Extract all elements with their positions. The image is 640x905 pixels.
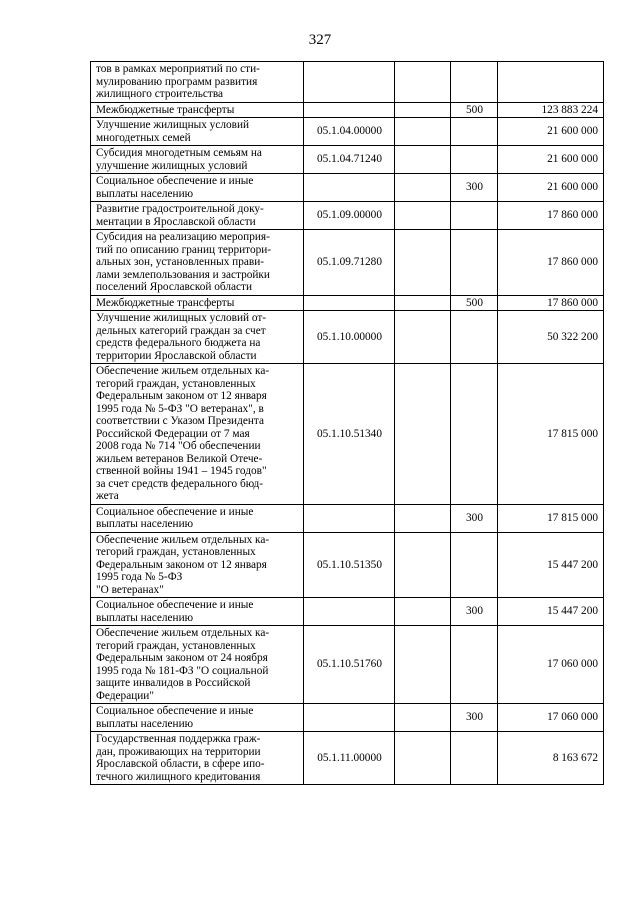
- row-name-cell: Социальное обеспечение и иные выплаты населению: [91, 704, 304, 732]
- row-name-cell: Обеспечение жильем отдельных ка- тегорий граждан, установленных Федеральным законом от 12 января 1995 года № 5-ФЗ "О ветеранах", в соответствии с Указом Президента Российской Федерации от 7 мая 2008 года № 714 "Об обеспечении жильем ветеранов Великой Отече- ственной войны 1941 – 1945 годов" за счет средств федерального бюд- жета: [91, 364, 304, 505]
- budget-table-body: [91, 62, 604, 785]
- row-expense-type-cell: [451, 62, 498, 103]
- row-code-cell: 05.1.09.71280: [304, 230, 395, 296]
- row-expense-type-cell: [451, 626, 498, 704]
- table-row: [91, 704, 604, 732]
- table-row: [91, 626, 604, 704]
- table-row: [91, 230, 604, 296]
- row-code-cell: 05.1.10.51340: [304, 364, 395, 505]
- table-row: [91, 732, 604, 785]
- table-row: [91, 202, 604, 230]
- row-expense-type-cell: [451, 202, 498, 230]
- row-empty-cell: [395, 311, 451, 364]
- row-amount-cell: 17 815 000: [498, 364, 604, 505]
- table-row: [91, 364, 604, 505]
- table-row: [91, 532, 604, 598]
- row-code-cell: [304, 174, 395, 202]
- row-amount-cell: 123 883 224: [498, 102, 604, 118]
- row-amount-cell: 21 600 000: [498, 118, 604, 146]
- row-name-cell: Обеспечение жильем отдельных ка- тегорий граждан, установленных Федеральным законом от 12 января 1995 года № 5-ФЗ "О ветеранах": [91, 532, 304, 598]
- row-amount-cell: [498, 62, 604, 103]
- row-expense-type-cell: 500: [451, 295, 498, 311]
- row-code-cell: [304, 102, 395, 118]
- page-number: 327: [308, 32, 332, 48]
- row-amount-cell: 21 600 000: [498, 146, 604, 174]
- table-row: [91, 311, 604, 364]
- row-name-cell: Обеспечение жильем отдельных ка- тегорий граждан, установленных Федеральным законом от 24 ноября 1995 года № 181-ФЗ "О социальной защите инвалидов в Российской Федерации": [91, 626, 304, 704]
- row-empty-cell: [395, 598, 451, 626]
- row-name-cell: Субсидия на реализацию мероприя- тий по описанию границ территори- альных зон, установленных прави- лами землепользования и застройки поселений Ярославской области: [91, 230, 304, 296]
- row-name-cell: Межбюджетные трансферты: [91, 295, 304, 311]
- row-code-cell: 05.1.04.71240: [304, 146, 395, 174]
- row-expense-type-cell: [451, 118, 498, 146]
- row-empty-cell: [395, 118, 451, 146]
- row-name-cell: Социальное обеспечение и иные выплаты населению: [91, 598, 304, 626]
- row-empty-cell: [395, 146, 451, 174]
- row-expense-type-cell: [451, 146, 498, 174]
- row-expense-type-cell: 300: [451, 598, 498, 626]
- row-expense-type-cell: 300: [451, 174, 498, 202]
- row-amount-cell: 21 600 000: [498, 174, 604, 202]
- row-amount-cell: 15 447 200: [498, 532, 604, 598]
- row-name-cell: Улучшение жилищных условий многодетных семей: [91, 118, 304, 146]
- row-empty-cell: [395, 230, 451, 296]
- row-expense-type-cell: 500: [451, 102, 498, 118]
- row-code-cell: 05.1.11.00000: [304, 732, 395, 785]
- row-expense-type-cell: 300: [451, 704, 498, 732]
- table-row: [91, 146, 604, 174]
- row-code-cell: 05.1.10.51350: [304, 532, 395, 598]
- row-name-cell: Улучшение жилищных условий от- дельных категорий граждан за счет средств федерального бюджета на территории Ярославской области: [91, 311, 304, 364]
- row-code-cell: 05.1.10.51760: [304, 626, 395, 704]
- row-empty-cell: [395, 532, 451, 598]
- row-code-cell: [304, 598, 395, 626]
- row-empty-cell: [395, 626, 451, 704]
- row-amount-cell: 17 815 000: [498, 504, 604, 532]
- row-amount-cell: 50 322 200: [498, 311, 604, 364]
- row-amount-cell: 8 163 672: [498, 732, 604, 785]
- budget-table: [90, 61, 604, 785]
- row-empty-cell: [395, 732, 451, 785]
- row-empty-cell: [395, 202, 451, 230]
- row-amount-cell: 15 447 200: [498, 598, 604, 626]
- row-expense-type-cell: [451, 311, 498, 364]
- row-empty-cell: [395, 174, 451, 202]
- row-empty-cell: [395, 62, 451, 103]
- row-code-cell: [304, 504, 395, 532]
- row-amount-cell: 17 060 000: [498, 704, 604, 732]
- row-name-cell: Государственная поддержка граж- дан, проживающих на территории Ярославской области, в сфере ипо- течного жилищного кредитования: [91, 732, 304, 785]
- table-row: [91, 102, 604, 118]
- row-code-cell: [304, 704, 395, 732]
- row-empty-cell: [395, 364, 451, 505]
- row-expense-type-cell: [451, 230, 498, 296]
- row-code-cell: [304, 295, 395, 311]
- row-expense-type-cell: [451, 732, 498, 785]
- row-name-cell: тов в рамках мероприятий по сти- мулированию программ развития жилищного строительства: [91, 62, 304, 103]
- row-code-cell: 05.1.04.00000: [304, 118, 395, 146]
- row-name-cell: Социальное обеспечение и иные выплаты населению: [91, 174, 304, 202]
- row-expense-type-cell: [451, 364, 498, 505]
- row-name-cell: Субсидия многодетным семьям на улучшение жилищных условий: [91, 146, 304, 174]
- table-row: [91, 598, 604, 626]
- row-name-cell: Развитие градостроительной доку- ментации в Ярославской области: [91, 202, 304, 230]
- row-empty-cell: [395, 102, 451, 118]
- table-row: [91, 174, 604, 202]
- row-amount-cell: 17 060 000: [498, 626, 604, 704]
- row-name-cell: Межбюджетные трансферты: [91, 102, 304, 118]
- row-code-cell: [304, 62, 395, 103]
- table-row: [91, 295, 604, 311]
- row-empty-cell: [395, 504, 451, 532]
- row-expense-type-cell: [451, 532, 498, 598]
- row-code-cell: 05.1.10.00000: [304, 311, 395, 364]
- row-empty-cell: [395, 295, 451, 311]
- table-row: [91, 118, 604, 146]
- row-amount-cell: 17 860 000: [498, 295, 604, 311]
- row-amount-cell: 17 860 000: [498, 230, 604, 296]
- row-expense-type-cell: 300: [451, 504, 498, 532]
- row-empty-cell: [395, 704, 451, 732]
- table-row: [91, 504, 604, 532]
- row-name-cell: Социальное обеспечение и иные выплаты населению: [91, 504, 304, 532]
- table-row: [91, 62, 604, 103]
- row-code-cell: 05.1.09.00000: [304, 202, 395, 230]
- row-amount-cell: 17 860 000: [498, 202, 604, 230]
